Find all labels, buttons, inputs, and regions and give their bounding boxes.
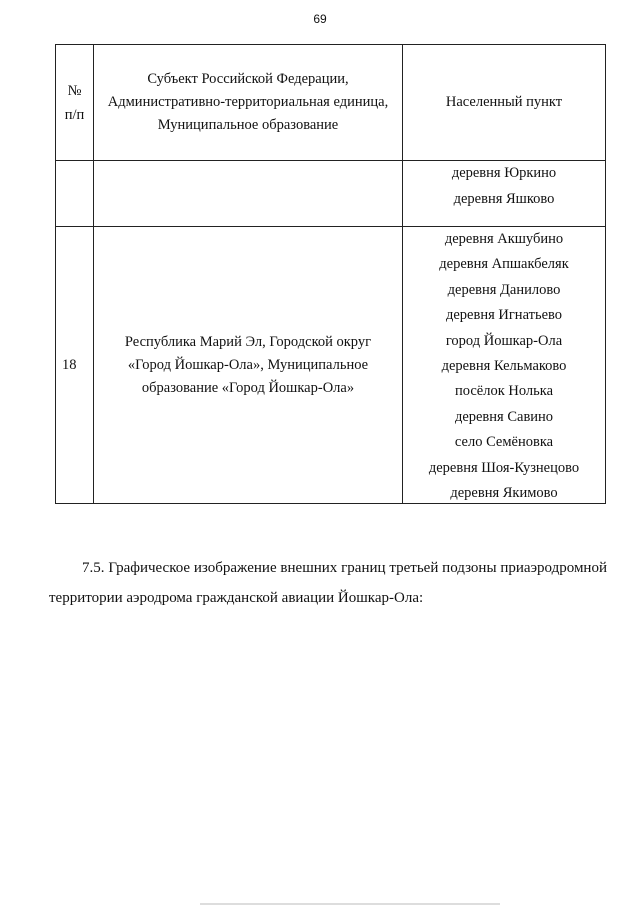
section-paragraph: 7.5. Графическое изображение внешних границ третьей подзоны приаэродромной территории аэродрома гражданской авиации Йошкар-Ола:	[49, 560, 607, 606]
header-subject-line: Муниципальное образование	[157, 117, 339, 133]
header-subject-line: Административно-территориальная единица,	[107, 94, 389, 110]
header-place: Населенный пункт	[403, 45, 606, 161]
place-item: деревня Апшакбеляк	[439, 256, 569, 273]
place-item: посёлок Нолька	[454, 383, 554, 400]
cell-places	[403, 161, 606, 227]
place-item: деревня Якимово	[450, 485, 558, 502]
subject-line: Республика Марий Эл, Городской округ	[124, 333, 372, 350]
place-item: город Йошкар-Ола	[445, 332, 563, 349]
cell-places	[403, 227, 606, 504]
place-item: деревня Юркино	[451, 165, 557, 181]
header-number-line: п/п	[64, 106, 85, 123]
header-number-line: №	[67, 82, 82, 99]
place-item: деревня Данилово	[447, 281, 561, 298]
place-item: деревня Яшково	[453, 190, 555, 207]
table-row	[56, 161, 606, 227]
place-item: деревня Кельмаково	[441, 358, 567, 375]
places-list	[403, 161, 605, 226]
place-item: деревня Шоя-Кузнецово	[428, 459, 580, 476]
header-number	[56, 45, 94, 161]
place-item: деревня Игнатьево	[445, 307, 563, 324]
subject-line: «Город Йошкар-Ола», Муниципальное	[127, 356, 369, 373]
table-row	[56, 227, 606, 504]
cell-number	[56, 161, 94, 227]
places-list	[403, 227, 605, 503]
table-header-row	[56, 45, 606, 161]
place-item: деревня Акшубино	[444, 231, 564, 247]
header-subject	[94, 45, 403, 161]
cell-subject	[94, 227, 403, 504]
header-subject-line: Субъект Российской Федерации,	[147, 71, 349, 87]
place-item: село Семёновка	[454, 434, 554, 451]
place-item: деревня Савино	[454, 408, 554, 425]
settlements-table	[55, 44, 606, 504]
subject-line: образование «Город Йошкар-Ола»	[141, 379, 355, 396]
cell-number: 18	[56, 227, 94, 504]
cell-subject	[94, 161, 403, 227]
page-number: 69	[313, 12, 327, 26]
